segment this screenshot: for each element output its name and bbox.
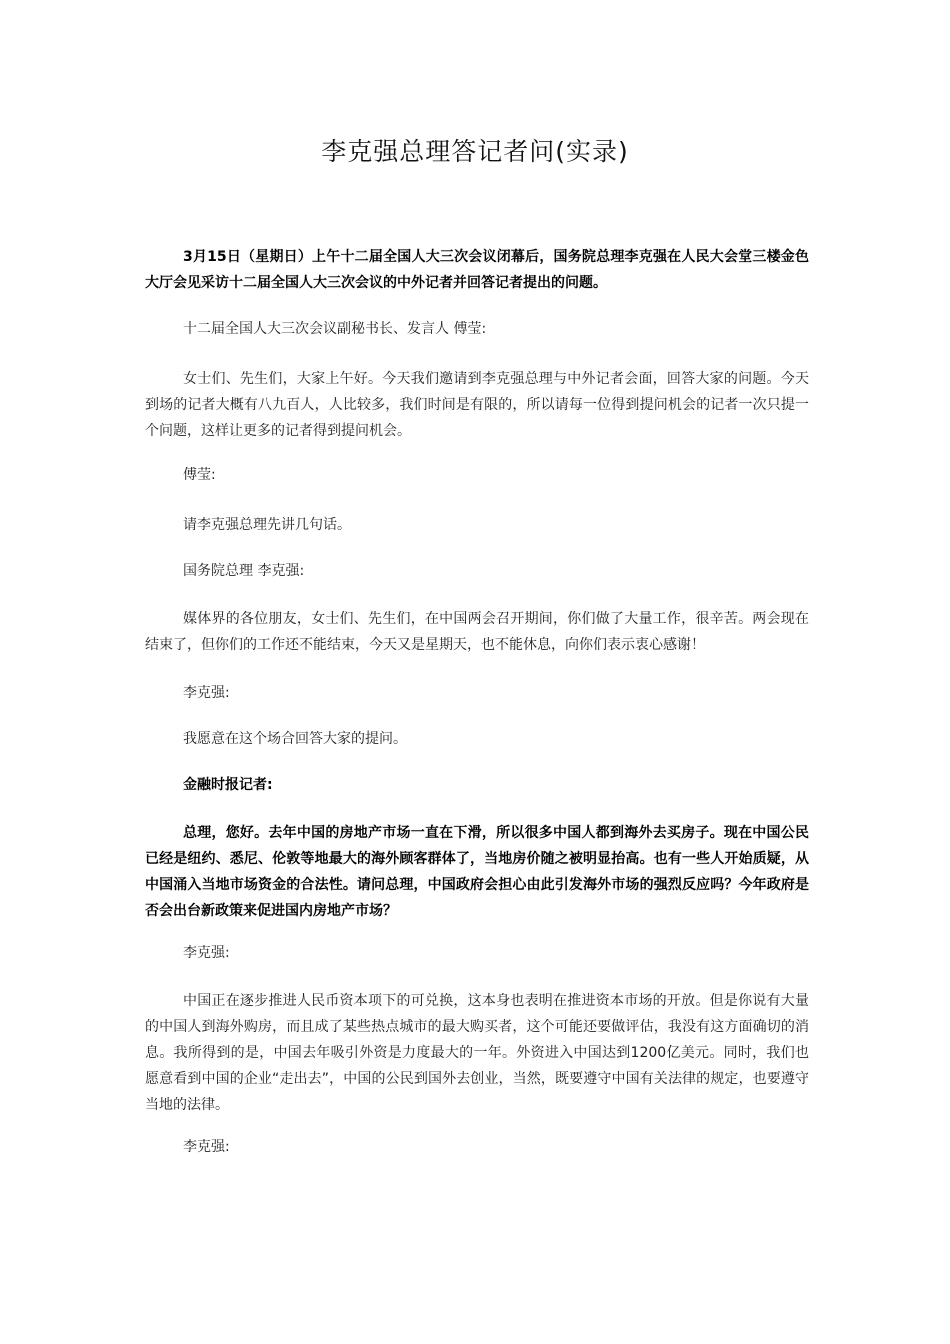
speaker-fu-ying: 傅莹:: [183, 467, 216, 483]
intro-paragraph: 3月15日（星期日）上午十二届全国人大三次会议闭幕后，国务院总理李克强在人民大会堂三楼金色大厅会见采访十二届全国人大三次会议的中外记者并回答记者提出的问题。: [145, 249, 809, 291]
speaker-li-keqiang: 李克强:: [183, 685, 230, 701]
li-keqiang-answer: 中国正在逐步推进人民币资本项下的可兑换，这本身也表明在推进资本市场的开放。但是你说有大量的中国人到海外购房，而且成了某些热点城市的最大购买者，这个可能还要做评估，我没有这方面确切的消息。我所得到的是，中国去年吸引外资是力度最大的一年。外资进入中国达到1200亿美元。同时，我们也愿意看到中国的企业“走出去”，中国的公民到国外去创业，当然，既要遵守中国有关法律的规定，也要遵守当地的法律。: [145, 993, 809, 1113]
document-title: 李克强总理答记者问(实录): [321, 137, 629, 166]
speaker-li-keqiang-intro: 国务院总理 李克强:: [183, 563, 305, 579]
financial-times-question: 总理，您好。去年中国的房地产市场一直在下滑，所以很多中国人都到海外去买房子。现在中国公民已经是纽约、悉尼、伦敦等地最大的海外顾客群体了，当地房价随之被明显抬高。也有一些人开始质疑，从中国涌入当地市场资金的合法性。请问总理，中国政府会担心由此引发海外市场的强烈反应吗？今年政府是否会出台新政策来促进国内房地产市场？: [145, 825, 809, 919]
fu-ying-opening-remarks: 女士们、先生们，大家上午好。今天我们邀请到李克强总理与中外记者会面，回答大家的问题。今天到场的记者大概有八九百人，人比较多，我们时间是有限的，所以请每一位得到提问机会的记者一次只提一个问题，这样让更多的记者得到提问机会。: [145, 371, 809, 439]
speaker-li-keqiang: 李克强:: [183, 945, 230, 961]
speaker-financial-times: 金融时报记者:: [183, 777, 273, 793]
li-keqiang-greeting: 媒体界的各位朋友，女士们、先生们，在中国两会召开期间，你们做了大量工作，很辛苦。两会现在结束了，但你们的工作还不能结束，今天又是星期天，也不能休息，向你们表示衷心感谢！: [145, 611, 809, 653]
li-keqiang-willing: 我愿意在这个场合回答大家的提问。: [183, 731, 407, 747]
speaker-fu-ying-intro: 十二届全国人大三次会议副秘书长、发言人 傅莹:: [183, 321, 487, 337]
speaker-li-keqiang: 李克强:: [183, 1139, 230, 1155]
fu-ying-invitation: 请李克强总理先讲几句话。: [183, 517, 351, 533]
